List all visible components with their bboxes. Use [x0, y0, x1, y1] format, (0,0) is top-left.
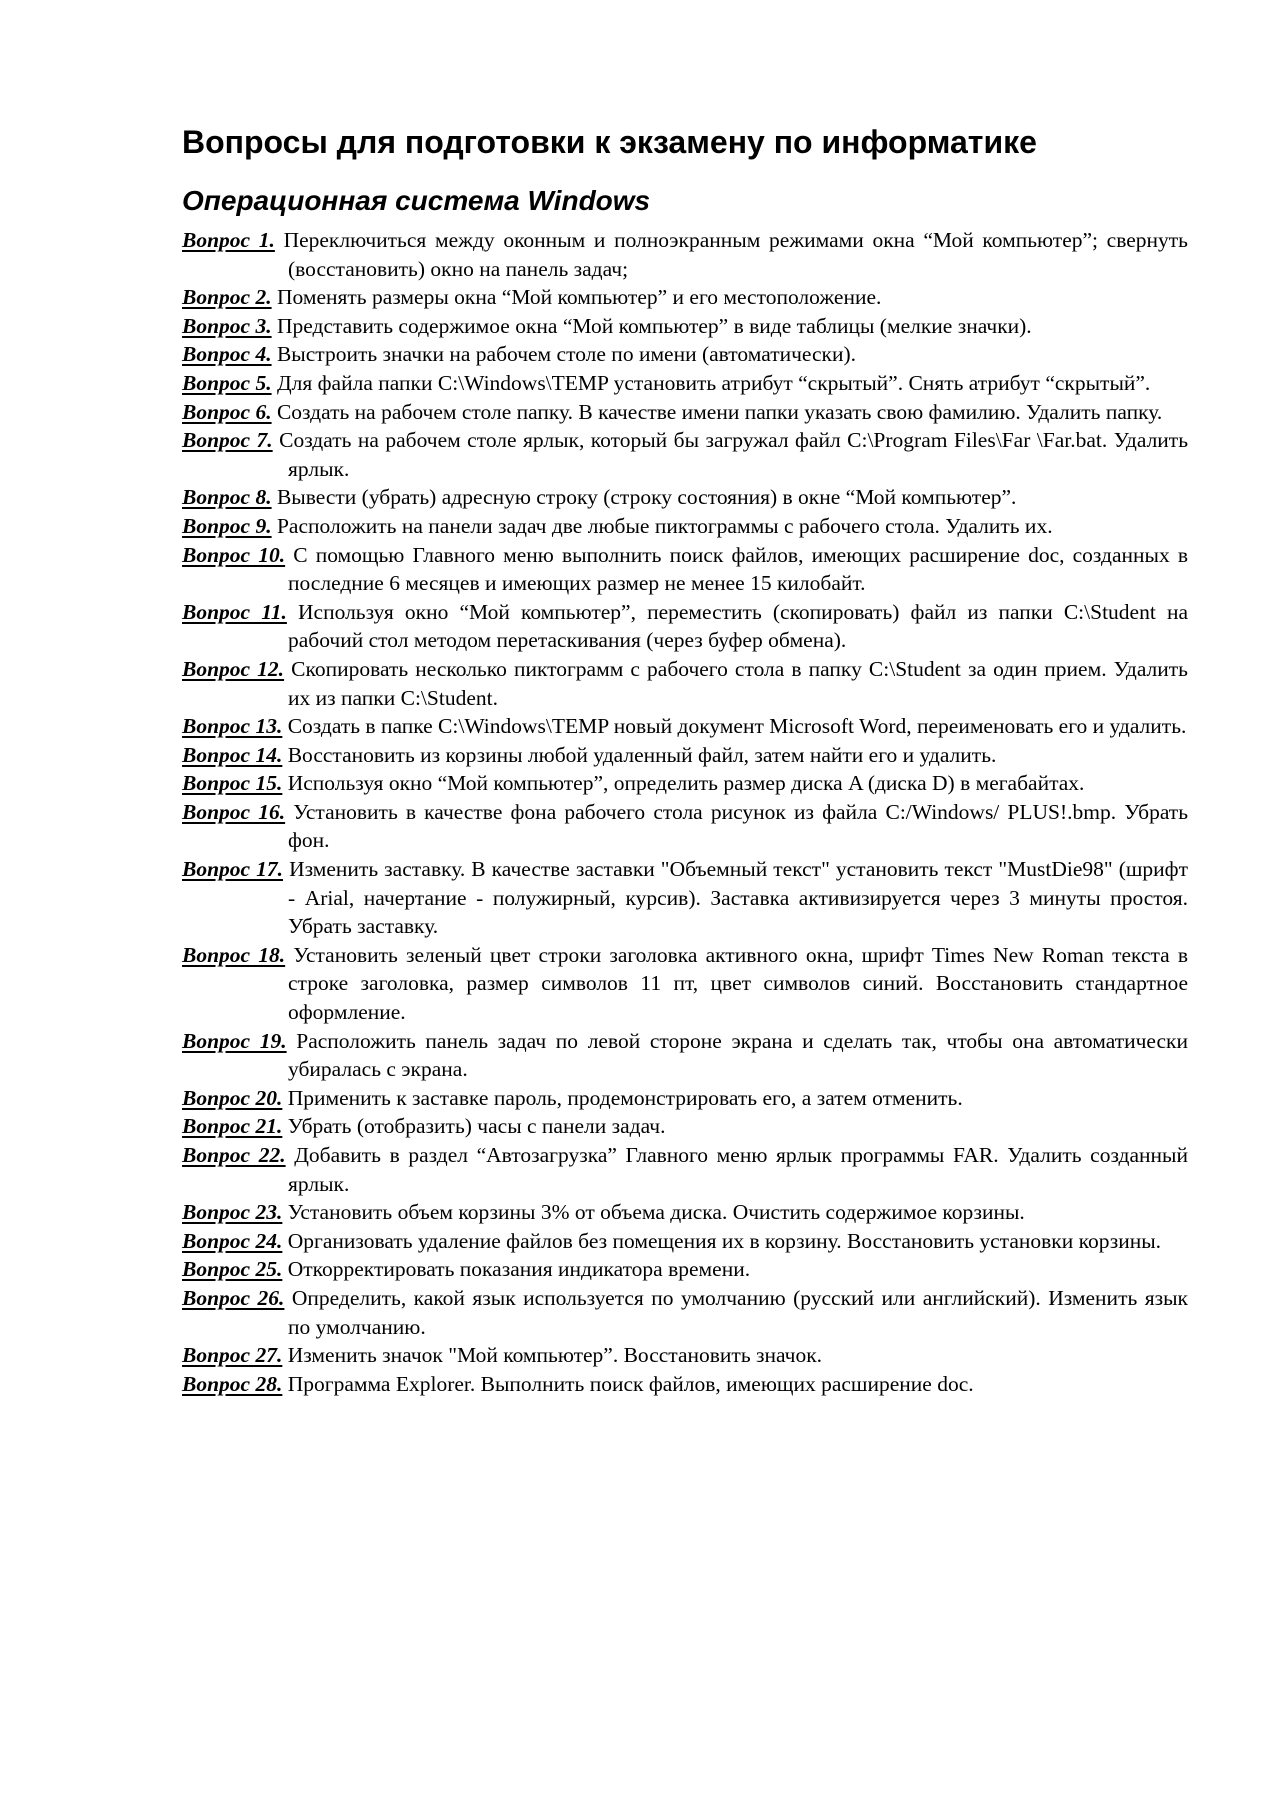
question-text: Установить объем корзины 3% от объема диска. Очистить содержимое корзины. [287, 1200, 1025, 1225]
section-title: Операционная система Windows [182, 185, 651, 216]
question-item [182, 512, 1188, 541]
question-item [182, 312, 1188, 341]
question-label: Вопрос 26. [182, 1285, 285, 1310]
question-label: Вопрос 11. [182, 599, 287, 624]
question-text: Создать на рабочем столе папку. В качестве имени папки указать свою фамилию. Удалить папку. [276, 399, 1163, 424]
question-label: Вопрос 18. [182, 942, 286, 967]
question-text: Определить, какой язык используется по умолчанию (русский или английский). Изменить язык по умолчанию. [288, 1285, 1188, 1339]
question-item [182, 941, 1188, 1027]
question-item [182, 1255, 1188, 1284]
question-text: Создать на рабочем столе ярлык, который бы загружал файл C:\Program Files\Far \Far.bat. Удалить ярлык. [279, 428, 1189, 481]
question-item [182, 769, 1188, 798]
question-item [182, 1141, 1188, 1198]
question-item [182, 1084, 1188, 1113]
question-text: Поменять размеры окна “Мой компьютер” и его местоположение. [276, 285, 882, 310]
question-item [182, 340, 1188, 369]
question-label: Вопрос 21. [182, 1114, 283, 1139]
question-text: Расположить панель задач по левой стороне экрана и сделать так, чтобы она автоматически убиралась с экрана. [288, 1028, 1188, 1082]
question-label: Вопрос 3. [182, 313, 272, 338]
question-text: Используя окно “Мой компьютер”, определить размер диска A (диска D) в мегабайтах. [287, 771, 1085, 796]
questions-list [182, 226, 1188, 1398]
question-text: Для файла папки C:\Windows\TEMP установить атрибут “скрытый”. Снять атрибут “скрытый”. [276, 370, 1151, 395]
question-label: Вопрос 17. [182, 857, 284, 882]
question-label: Вопрос 15. [182, 771, 283, 796]
question-label: Вопрос 7. [182, 428, 273, 453]
document-title: Вопросы для подготовки к экзамену по информатике [182, 124, 1037, 160]
question-label: Вопрос 23. [182, 1200, 283, 1225]
question-label: Вопрос 25. [182, 1257, 283, 1282]
question-label: Вопрос 1. [182, 228, 275, 252]
question-label: Вопрос 13. [182, 714, 283, 739]
question-item [182, 1198, 1188, 1227]
question-label: Вопрос 27. [182, 1343, 283, 1368]
question-item [182, 655, 1188, 712]
question-text: Представить содержимое окна “Мой компьютер” в виде таблицы (мелкие значки). [276, 313, 1032, 338]
question-label: Вопрос 22. [182, 1143, 286, 1167]
question-label: Вопрос 9. [182, 513, 272, 538]
question-text: Откорректировать показания индикатора времени. [287, 1257, 751, 1282]
question-label: Вопрос 5. [182, 370, 272, 395]
question-text: Создать в папке C:\Windows\TEMP новый документ Microsoft Word, переименовать его и удалить. [287, 714, 1187, 739]
question-label: Вопрос 19. [182, 1028, 287, 1053]
document-page [182, 118, 1188, 1398]
question-text: Изменить заставку. В качестве заставки "Объемный текст" установить текст "MustDie98" (шрифт - Arial, начертание - полужирный, курсив). Заставка активизируется через 3 минуты простоя. Убрать заставку. [288, 857, 1188, 939]
question-item [182, 1370, 1188, 1399]
question-item [182, 398, 1188, 427]
question-text: С помощью Главного меню выполнить поиск файлов, имеющих расширение doc, созданных в последние 6 месяцев и имеющих размер не менее 15 килобайт. [288, 542, 1189, 596]
question-item [182, 1284, 1188, 1341]
question-text: Скопировать несколько пиктограмм с рабочего стола в папку C:\Student за один прием. Удалить их из папки C:\Student. [288, 656, 1188, 710]
question-label: Вопрос 20. [182, 1085, 283, 1110]
question-label: Вопрос 24. [182, 1228, 283, 1253]
question-item [182, 855, 1188, 941]
question-item [182, 1341, 1188, 1370]
question-text: Выстроить значки на рабочем столе по имени (автоматически). [276, 342, 857, 367]
question-item [182, 741, 1188, 770]
question-label: Вопрос 12. [182, 656, 285, 681]
question-item [182, 541, 1188, 598]
question-text: Убрать (отобразить) часы с панели задач. [287, 1114, 666, 1139]
question-text: Изменить значок "Мой компьютер”. Восстановить значок. [287, 1343, 823, 1368]
question-text: Организовать удаление файлов без помещения их в корзину. Восстановить установки корзины. [287, 1228, 1162, 1253]
question-item [182, 283, 1188, 312]
question-text: Добавить в раздел “Автозагрузка” Главного меню ярлык программы FAR. Удалить созданный ярлык. [288, 1143, 1188, 1196]
question-item [182, 226, 1188, 283]
question-text: Установить в качестве фона рабочего стола рисунок из файла C:/Windows/ PLUS!.bmp. Убрать фон. [288, 799, 1189, 853]
question-label: Вопрос 4. [182, 342, 272, 367]
question-label: Вопрос 2. [182, 285, 272, 310]
question-item [182, 712, 1188, 741]
question-text: Установить зеленый цвет строки заголовка активного окна, шрифт Times New Roman текста в строке заголовка, размер символов 11 пт, цвет символов синий. Восстановить стандартное оформление. [288, 942, 1189, 1025]
question-label: Вопрос 8. [182, 485, 272, 510]
question-label: Вопрос 10. [182, 542, 286, 567]
question-text: Переключиться между оконным и полноэкранным режимами окна “Мой компьютер”; свернуть (восстановить) окно на панель задач; [283, 228, 1188, 281]
question-item [182, 1227, 1188, 1256]
question-item [182, 483, 1188, 512]
question-item [182, 598, 1188, 655]
question-text: Расположить на панели задач две любые пиктограммы с рабочего стола. Удалить их. [276, 513, 1053, 538]
question-item [182, 426, 1188, 483]
question-text: Восстановить из корзины любой удаленный файл, затем найти его и удалить. [287, 742, 997, 767]
question-text: Вывести (убрать) адресную строку (строку состояния) в окне “Мой компьютер”. [276, 485, 1017, 510]
question-item [182, 798, 1188, 855]
question-label: Вопрос 6. [182, 399, 272, 424]
question-text: Программа Explorer. Выполнить поиск файлов, имеющих расширение doc. [287, 1371, 974, 1396]
question-text: Используя окно “Мой компьютер”, переместить (скопировать) файл из папки C:\Student на рабочий стол методом перетаскивания (через буфер обмена). [288, 599, 1188, 653]
question-label: Вопрос 16. [182, 799, 286, 824]
question-item [182, 1027, 1188, 1084]
question-label: Вопрос 28. [182, 1371, 283, 1396]
question-item [182, 1112, 1188, 1141]
question-item [182, 369, 1188, 398]
question-label: Вопрос 14. [182, 742, 283, 767]
question-text: Применить к заставке пароль, продемонстрировать его, а затем отменить. [287, 1085, 963, 1110]
